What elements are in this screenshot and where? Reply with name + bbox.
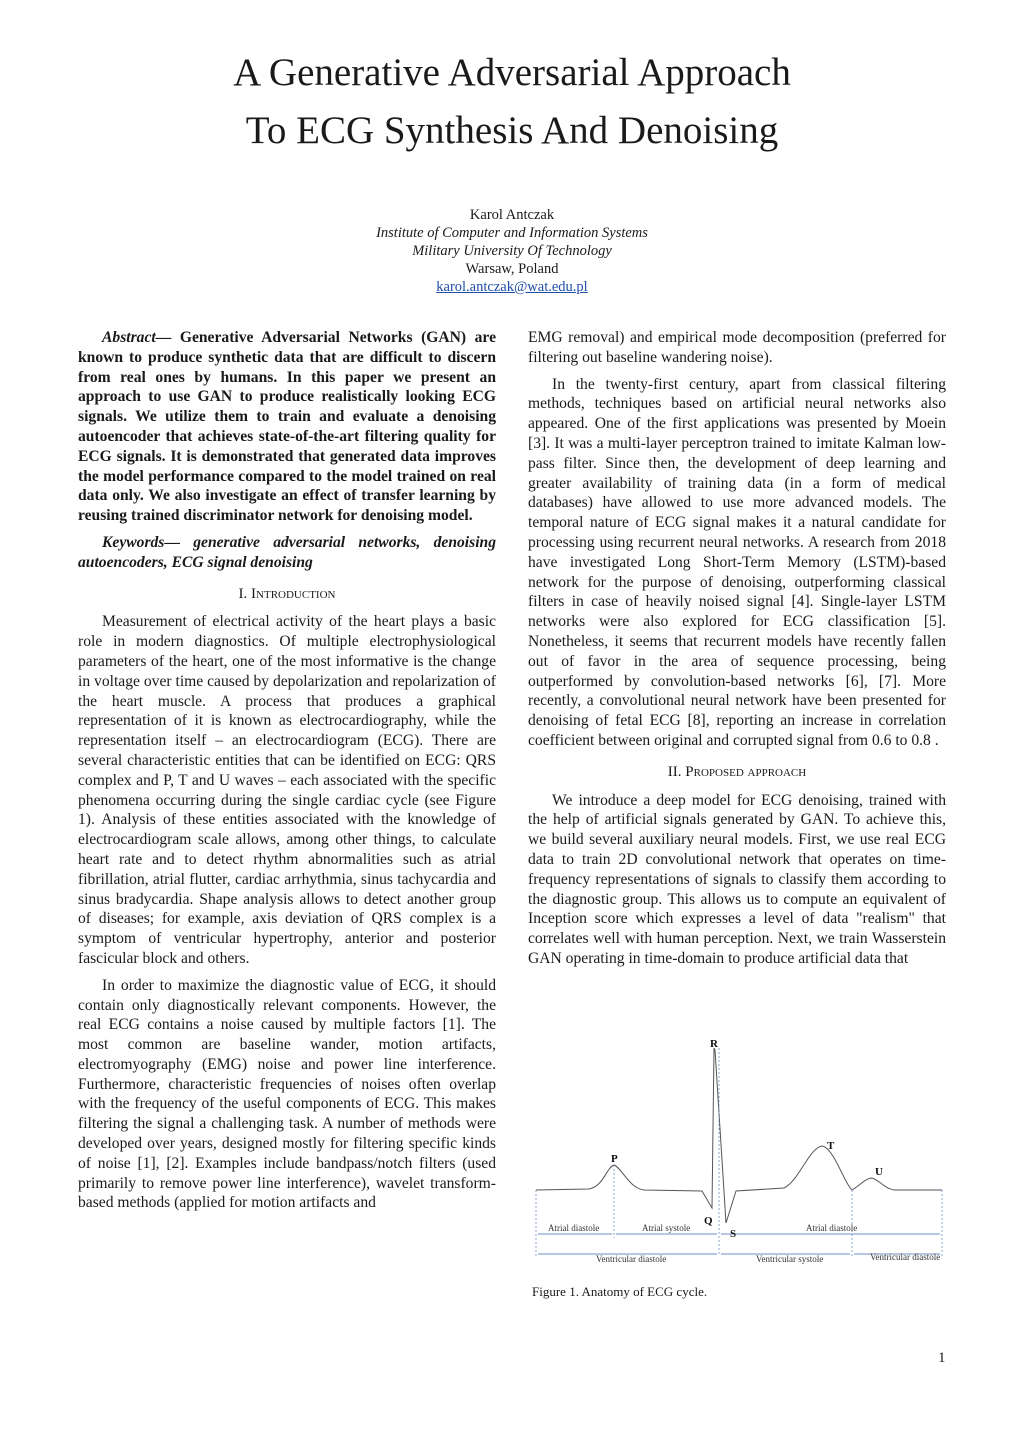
keywords bbox=[78, 533, 496, 573]
phase-label: Ventricular diastole bbox=[596, 1254, 667, 1264]
section-number: II. bbox=[667, 763, 682, 780]
label-p: P bbox=[611, 1153, 618, 1165]
section-title: Proposed approach bbox=[685, 763, 807, 780]
abstract-label: Abstract— bbox=[102, 329, 172, 346]
author-affiliation-2: Military University Of Technology bbox=[412, 243, 612, 259]
author-location: Warsaw, Poland bbox=[465, 261, 559, 277]
author-name: Karol Antczak bbox=[469, 207, 555, 223]
paragraph: Measurement of electrical activity of the heart plays a basic role in modern diagnostics. Of multiple electrophysiological parameters of the heart, one of the most informative is the change in voltage over time caused by depolarization and repolarization of the heart muscle. A process that produces a graphical representation of it is known as electrocardiography, while the representation itself – an electrocardiogram (ECG). There are several characteristic entities that can be identified on ECG: QRS complex and P, T and U waves – each associated with the specific phenomena occurring during the single cardiac cycle (see Figure 1). Analysis of these entities associated with the knowledge of electrocardiogram scale allows, among other things, to calculate heart rate and to detect rhythm abnormalities such as atrial fibrillation, atrial flutter, cardiac arrhythmia, sinus tachycardia and sinus bradycardia. Shape analysis allows to detect another group of diseases; for example, axis deviation of QRS complex is a symptom of ventricular hypertrophy, anterior and posterior fascicular block and others. bbox=[78, 613, 496, 967]
author-affiliation-1: Institute of Computer and Information Systems bbox=[376, 225, 648, 241]
paragraph: In order to maximize the diagnostic value of ECG, it should contain only diagnostically relevant components. However, the real ECG contains a noise caused by multiple factors [1]. The most common are baseline wander, motion artifacts, electromyography (EMG) noise and power line interference. Furthermore, characteristic frequencies of noises often overlap with the frequency of the useful components of ECG. This makes filtering the signal a challenging task. A number of methods were developed over years, designed mostly for filtering specific kinds of noise [1], [2]. Examples include bandpass/notch filters (used primarily to remove power line interference), wavelet transform-based methods (applied for motion artifacts and bbox=[78, 976, 496, 1212]
author-email-link[interactable]: karol.antczak@wat.edu.pl bbox=[436, 279, 588, 295]
phase-arrows bbox=[538, 1234, 940, 1254]
phase-label: Ventricular systole bbox=[756, 1254, 824, 1264]
abstract bbox=[78, 328, 496, 526]
paragraph: In the twenty-first century, apart from classical filtering methods, techniques based on artificial neural networks also appeared. One of the first applications was presented by Moein [3]. It was a multi-layer perceptron trained to imitate Kalman low-pass filter. Since then, the development of deep learning and greater availability of training data (in a form of medical databases) have allowed to use more advanced models. The temporal nature of ECG signal makes it a natural candidate for processing using recurrent neural networks. A research from 2018 have investigated Long Short-Term Memory (LSTM)-based network for the purpose of denoising, outperforming classical filters in case of heavily noised signal [4]. Single-layer LSTM networks were also explored for ECG classification [5]. Nonetheless, it seems that recurrent models have recently fallen out of favor in the area of sequence processing, being outperformed by convolution-based networks [6], [7]. More recently, a convolutional neural network have been presented for denoising of fetal ECG [8], reporting an increase in correlation coefficient between original and corrupted signal from 0.6 to 0.8 . bbox=[528, 375, 946, 749]
abstract-text: Generative Adversarial Networks (GAN) are known to produce synthetic data that are difficult to discern from real ones by humans. In this paper we present an approach to use GAN to produce realistically looking ECG signals. We utilize them to train and evaluate a denoising autoencoder that achieves state-of-the-art filtering quality for ECG signals. It is demonstrated that generated data improves the model performance compared to the model trained on real data only. We also investigate an effect of transfer learning by reusing trained discriminator network for denoising model. bbox=[78, 329, 496, 525]
right-column bbox=[528, 328, 946, 976]
title-line-2: To ECG Synthesis And Denoising bbox=[245, 109, 779, 152]
paragraph: We introduce a deep model for ECG denoising, trained with the help of artificial signals generated by GAN. To achieve this, we build several auxiliary neural models. First, we use real ECG data to train 2D convolutional network that operates on time-frequency representations of signals to classify them according to the diagnostic group. This allows us to compute an equivalent of Inception score which expresses a level of data "realism" that correlates well with human perception. Next, we train Wasserstein GAN operating in time-domain to produce artificial data that bbox=[528, 791, 946, 967]
label-t: T bbox=[827, 1140, 835, 1152]
ecg-anatomy-figure bbox=[534, 1038, 946, 1270]
page-number: 1 bbox=[938, 1350, 946, 1366]
left-column bbox=[78, 328, 496, 1220]
paragraph: EMG removal) and empirical mode decomposition (preferred for filtering out baseline wandering noise). bbox=[528, 329, 946, 366]
phase-label: Ventricular diastole bbox=[870, 1252, 941, 1262]
ecg-diagram bbox=[534, 1038, 946, 1270]
section-title: Introduction bbox=[251, 585, 336, 602]
phase-label: Atrial diastole bbox=[548, 1223, 600, 1233]
label-r: R bbox=[710, 1038, 718, 1050]
label-s: S bbox=[730, 1228, 737, 1240]
label-u: U bbox=[875, 1166, 883, 1178]
section-number: I. bbox=[238, 585, 248, 602]
phase-label: Atrial diastole bbox=[806, 1223, 858, 1233]
figure-caption: Figure 1. Anatomy of ECG cycle. bbox=[532, 1284, 708, 1299]
keywords-text: generative adversarial networks, denoising autoencoders, ECG signal denoising bbox=[78, 533, 496, 571]
section-heading-introduction bbox=[78, 585, 496, 605]
author-block bbox=[0, 206, 1024, 296]
ecg-waveform bbox=[536, 1048, 942, 1223]
label-q: Q bbox=[704, 1215, 713, 1227]
keywords-label: Keywords— bbox=[102, 533, 180, 551]
section-heading-proposed-approach bbox=[528, 763, 946, 783]
phase-label: Atrial systole bbox=[642, 1223, 691, 1233]
paper-title bbox=[0, 44, 1024, 160]
title-line-1: A Generative Adversarial Approach bbox=[233, 51, 791, 94]
